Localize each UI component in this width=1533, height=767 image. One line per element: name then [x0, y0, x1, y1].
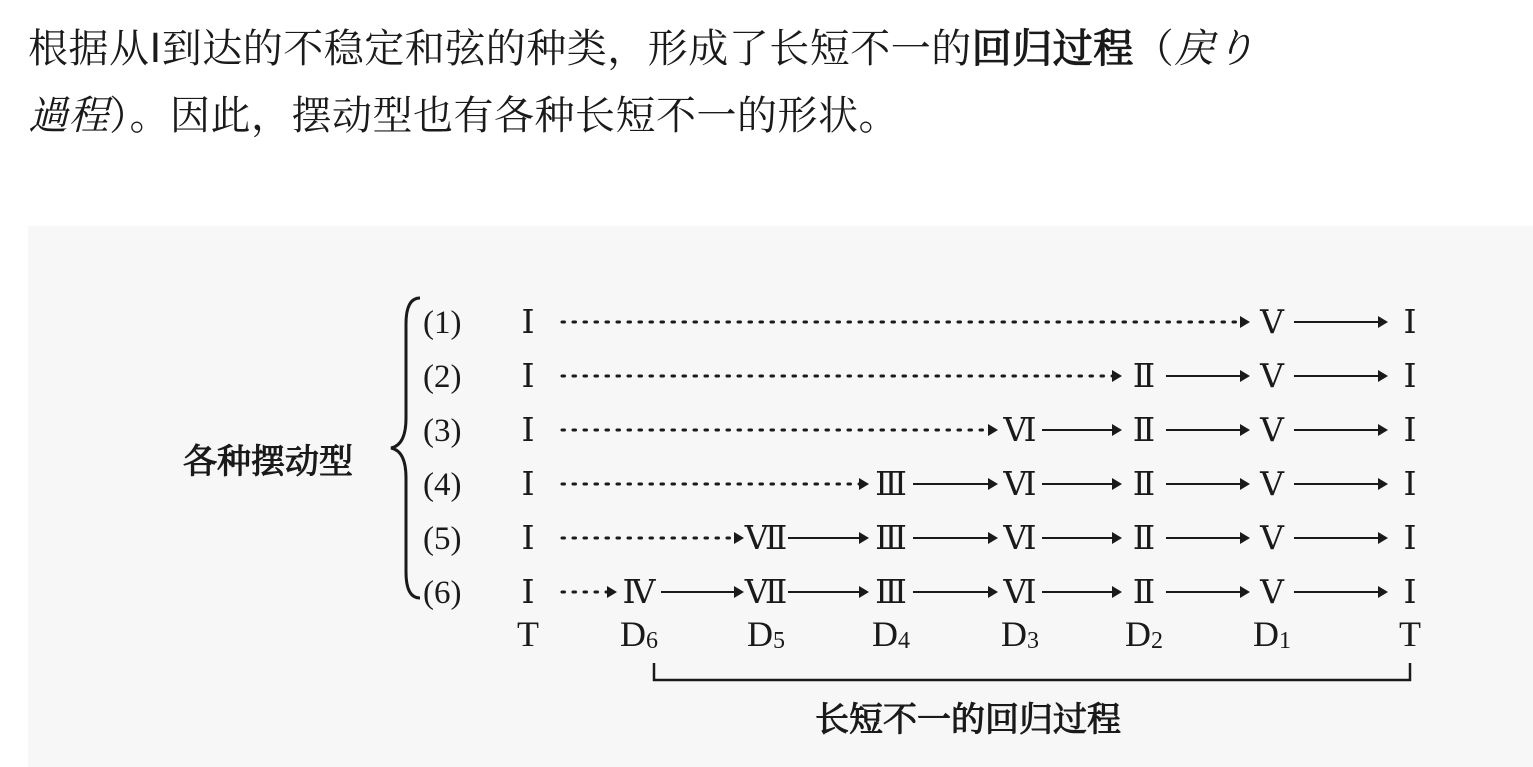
arrow-head [1378, 370, 1388, 382]
arrow-head [1240, 424, 1250, 436]
chord-numeral: Ⅴ [1260, 413, 1284, 449]
progression-row [423, 575, 1417, 611]
chord-numeral: Ⅳ [622, 575, 656, 611]
arrow-head [1112, 532, 1122, 544]
chord-numeral: Ⅶ [744, 575, 788, 611]
explanation-paragraph [28, 16, 1528, 150]
function-label: T [517, 614, 539, 654]
chord-numeral: Ⅴ [1260, 521, 1284, 557]
arrow-head [859, 532, 869, 544]
arrow-head [1112, 586, 1122, 598]
function-label: D6 [620, 614, 658, 654]
term-return-process: 回归过程 [971, 26, 1134, 72]
function-label: D3 [1001, 614, 1039, 654]
chord-numeral: Ⅰ [1403, 575, 1417, 611]
chord-numeral: Ⅶ [744, 521, 788, 557]
function-label: D2 [1125, 614, 1163, 654]
arrow-head [1378, 316, 1388, 328]
paren-close: ） [109, 93, 130, 139]
chord-numeral: Ⅵ [1003, 521, 1037, 557]
function-label: D5 [747, 614, 785, 654]
function-label: T [1399, 614, 1421, 654]
chord-numeral: Ⅲ [875, 575, 907, 611]
progression-rows [423, 305, 1417, 611]
row-label: (2) [423, 359, 462, 395]
arrow-head [1240, 532, 1250, 544]
chord-numeral: Ⅱ [1132, 575, 1156, 611]
arrow-head [859, 478, 869, 490]
chord-numeral: Ⅵ [1003, 467, 1037, 503]
row-label: (6) [423, 575, 462, 611]
row-label: (5) [423, 521, 462, 557]
chord-numeral: Ⅴ [1260, 305, 1284, 341]
arrow-head [988, 532, 998, 544]
arrow-head [988, 586, 998, 598]
chord-numeral: Ⅱ [1132, 413, 1156, 449]
arrow-head [1112, 478, 1122, 490]
return-process-bracket [654, 663, 1410, 680]
arrow-head [1240, 586, 1250, 598]
chord-numeral: Ⅱ [1132, 359, 1156, 395]
bracket-label: 长短不一的回归过程 [815, 700, 1121, 740]
chord-numeral: Ⅰ [1403, 521, 1417, 557]
progression-row [423, 413, 1417, 449]
progression-row [423, 521, 1417, 557]
chord-numeral: Ⅵ [1003, 575, 1037, 611]
function-label: D4 [872, 614, 910, 654]
arrow-head [1378, 478, 1388, 490]
arrow-head [1240, 370, 1250, 382]
term-japanese-line1: 戻り [1174, 26, 1256, 72]
arrow-head [734, 532, 744, 544]
arrow-head [1378, 586, 1388, 598]
chord-numeral: Ⅰ [521, 305, 535, 341]
chord-numeral: Ⅰ [521, 359, 535, 395]
arrow-head [1240, 316, 1250, 328]
chord-numeral: Ⅰ [1403, 467, 1417, 503]
row-label: (1) [423, 305, 462, 341]
arrow-head [1112, 370, 1122, 382]
term-japanese-line2: 過程 [28, 93, 109, 139]
chord-numeral: Ⅲ [875, 521, 907, 557]
progression-row [423, 359, 1417, 395]
diagram-canvas [28, 226, 1533, 767]
arrow-head [1378, 532, 1388, 544]
chord-numeral: Ⅰ [1403, 305, 1417, 341]
function-label: D1 [1253, 614, 1291, 654]
arrow-head [1378, 424, 1388, 436]
chord-numeral: Ⅲ [875, 467, 907, 503]
row-label: (3) [423, 413, 462, 449]
function-labels [517, 614, 1421, 654]
chord-numeral: Ⅰ [521, 413, 535, 449]
chord-numeral: Ⅰ [1403, 359, 1417, 395]
row-label: (4) [423, 467, 462, 503]
chord-numeral: Ⅰ [521, 521, 535, 557]
arrow-head [734, 586, 744, 598]
arrow-head [988, 424, 998, 436]
chord-numeral: Ⅵ [1003, 413, 1037, 449]
arrow-head [607, 586, 617, 598]
arrow-head [1240, 478, 1250, 490]
arrow-head [1112, 424, 1122, 436]
paren-open: （ [1133, 26, 1175, 72]
chord-numeral: Ⅴ [1260, 575, 1284, 611]
paragraph-text-1: 根据从Ⅰ到达的不稳定和弦的种类，形成了长短不一的 [28, 26, 972, 72]
arrow-head [988, 478, 998, 490]
paragraph-text-2: 。因此，摆动型也有各种长短不一的形状。 [129, 93, 899, 139]
chord-numeral: Ⅰ [521, 467, 535, 503]
chord-numeral: Ⅰ [521, 575, 535, 611]
progression-row [423, 305, 1417, 341]
chord-numeral: Ⅴ [1260, 359, 1284, 395]
chord-numeral: Ⅴ [1260, 467, 1284, 503]
chord-numeral: Ⅱ [1132, 467, 1156, 503]
progression-row [423, 467, 1417, 503]
brace-label: 各种摆动型 [183, 442, 353, 482]
chord-numeral: Ⅰ [1403, 413, 1417, 449]
chord-numeral: Ⅱ [1132, 521, 1156, 557]
arrow-head [859, 586, 869, 598]
left-brace [391, 298, 420, 598]
swing-pattern-diagram [28, 226, 1533, 767]
